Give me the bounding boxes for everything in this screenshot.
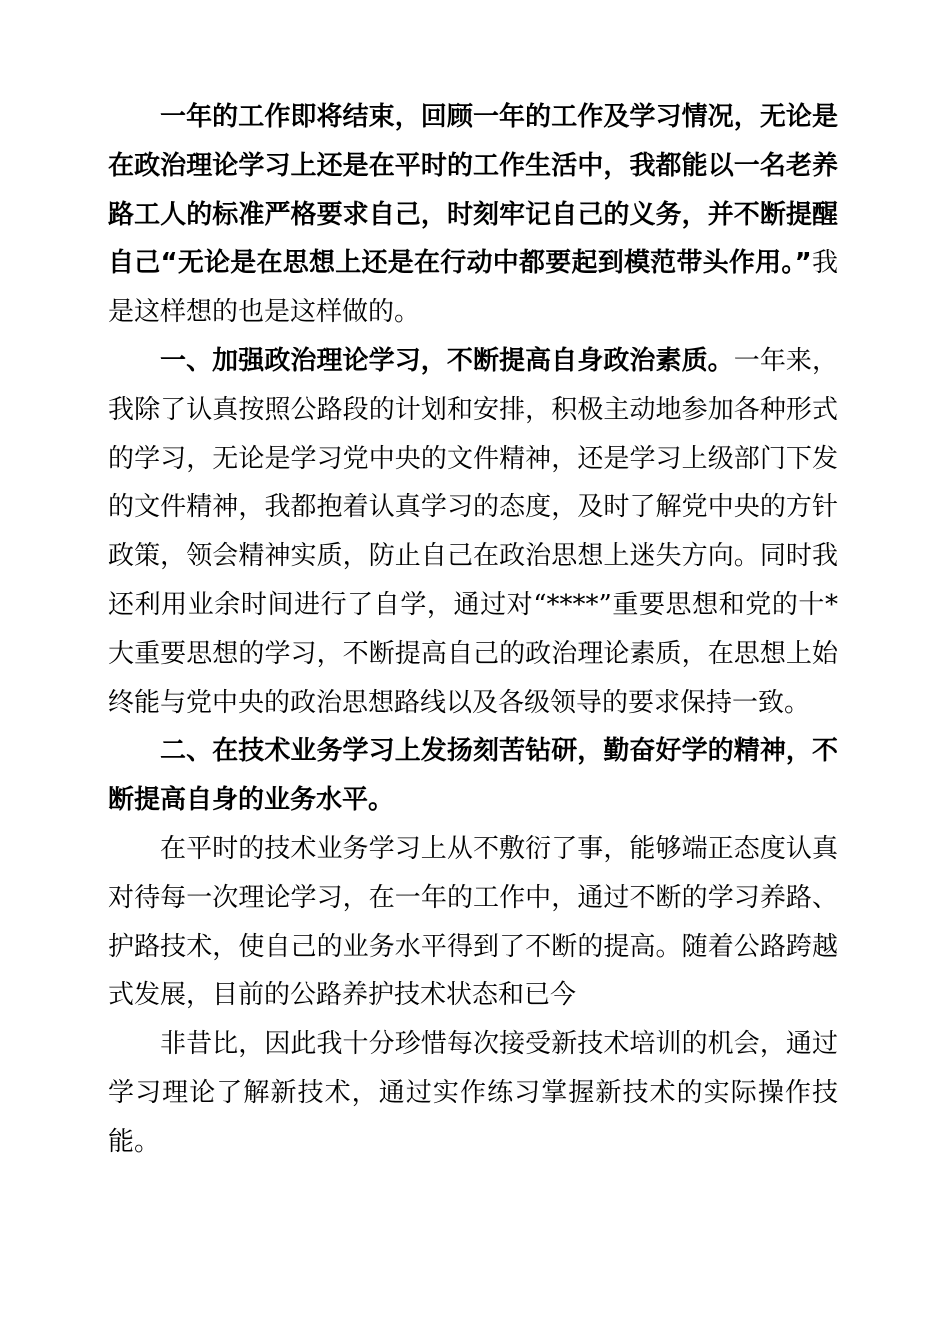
document-body <box>108 93 838 1167</box>
paragraph-section-one <box>108 337 838 727</box>
section-one-text: 一年来，我除了认真按照公路段的计划和安排，积极主动地参加各种形式的学习，无论是学习党中央的文件精神，还是学习上级部门下发的文件精神，我都抱着认真学习的态度，及时了解党中央的方针政策，领会精神实质，防止自己在政治思想上迷失方向。同时我还利用业余时间进行了自学，通过对“****”重要思想和党的十*大重要思想的学习，不断提高自己的政治理论素质，在思想上始终能与党中央的政治思想路线以及各级领导的要求保持一致。 <box>108 345 838 718</box>
section-one-heading: 一、加强政治理论学习，不断提高自身政治素质。 <box>160 345 734 376</box>
section-two-body-text: 在平时的技术业务学习上从不敷衍了事，能够端正态度认真对待每一次理论学习，在一年的工作中，通过不断的学习养路、护路技术，使自己的业务水平得到了不断的提高。随着公路跨越式发展，目前的公路养护技术状态和已今 <box>108 833 838 1011</box>
paragraph-section-two <box>108 727 838 825</box>
section-two-continued-text: 非昔比，因此我十分珍惜每次接受新技术培训的机会，通过学习理论了解新技术，通过实作练习掌握新技术的实际操作技能。 <box>108 1029 838 1157</box>
paragraph-intro <box>108 93 838 337</box>
paragraph-section-two-continued <box>108 1020 838 1166</box>
intro-bold-text: 一年的工作即将结束，回顾一年的工作及学习情况，无论是在政治理论学习上还是在平时的工作生活中，我都能以一名老养路工人的标准严格要求自己，时刻牢记自己的义务，并不断提醒自己“无论是在思想上还是在行动中都要起到模范带头作用。” <box>108 102 838 279</box>
paragraph-section-two-body <box>108 825 838 1020</box>
section-two-heading: 二、在技术业务学习上发扬刻苦钻研，勤奋好学的精神，不断提高自身的业务水平。 <box>108 736 838 816</box>
intro-text: 我是这样想的也是这样做的。 <box>108 248 838 328</box>
